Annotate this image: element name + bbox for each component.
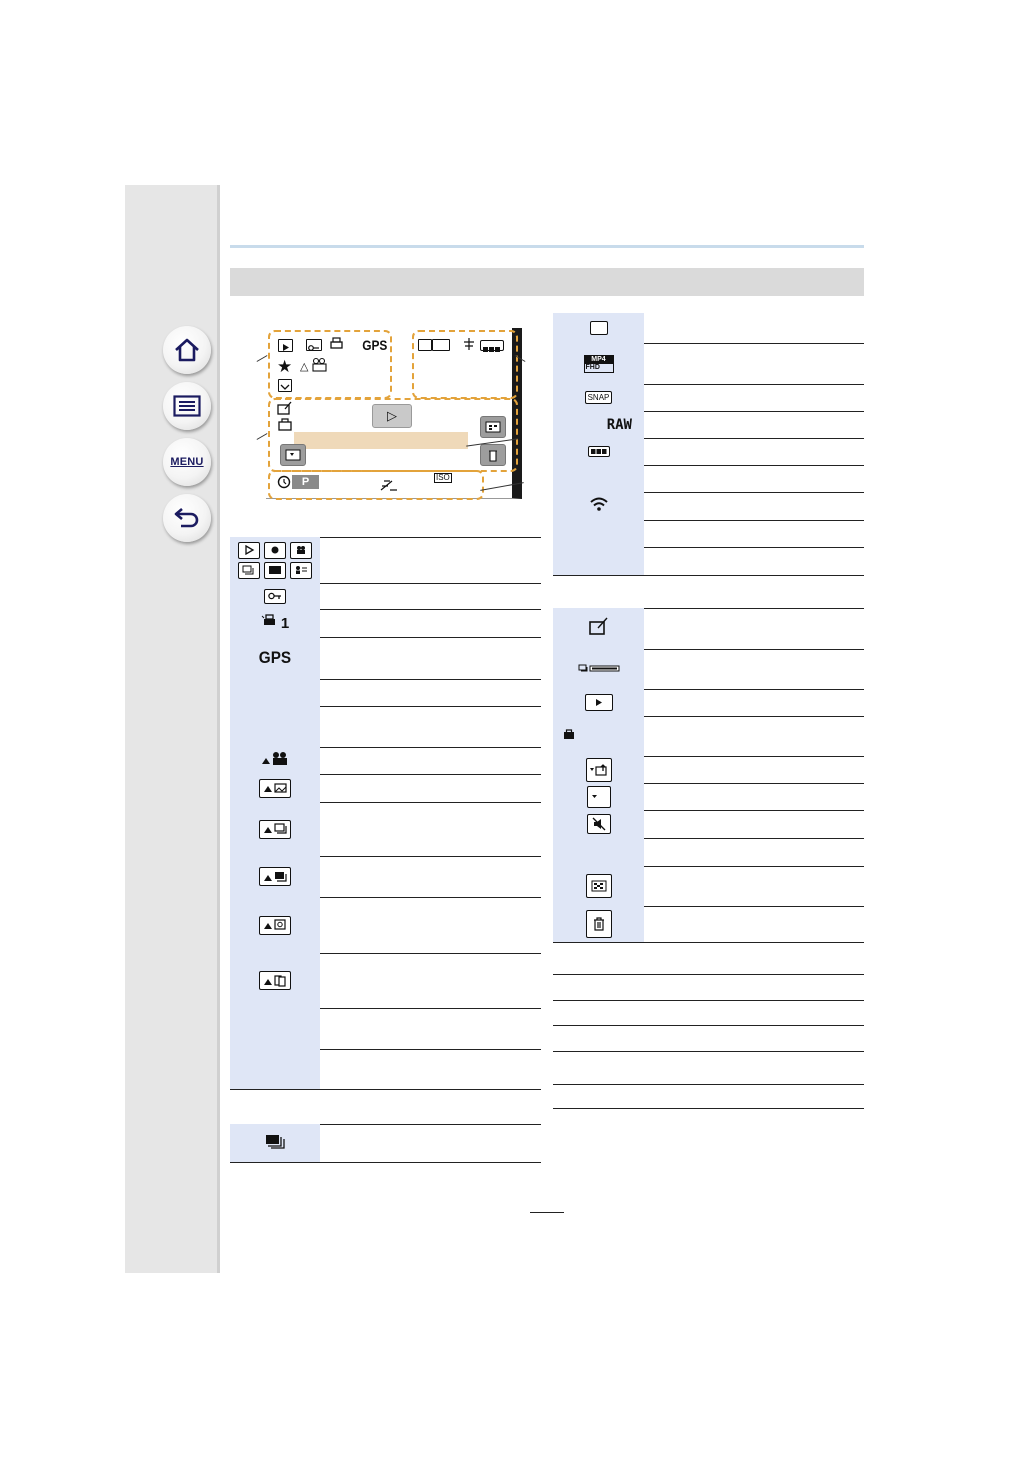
blank-square-icon <box>590 321 608 335</box>
blank-square-icon <box>432 339 450 351</box>
table-row <box>553 608 864 650</box>
trash-cell <box>553 906 644 942</box>
battery-icon <box>588 446 610 457</box>
sound-icon <box>462 337 476 356</box>
up-image-icon <box>259 779 291 798</box>
separator-save-icon <box>586 758 612 782</box>
section-header-bar <box>230 268 864 296</box>
wifi-icon <box>590 496 608 517</box>
mute-cell <box>553 810 644 838</box>
empty-icon-cell <box>230 1008 320 1049</box>
table-row <box>553 384 864 412</box>
raw-cell <box>553 411 644 438</box>
4k-photo-mode-icon <box>238 562 260 579</box>
gps-indicator: GPS <box>362 337 388 353</box>
post-focus-mode-icon <box>264 562 286 579</box>
table-row <box>553 649 864 690</box>
table-row <box>553 313 864 344</box>
gps-cell <box>230 637 320 679</box>
back-icon <box>173 506 201 530</box>
progress-bar-diagram <box>294 432 468 449</box>
up-focus-group-cell <box>230 897 320 953</box>
mosaic-icon <box>586 874 612 898</box>
table-row <box>553 974 864 1001</box>
mosaic-button-diagram <box>480 416 506 438</box>
play-mode-icon <box>238 542 260 559</box>
print-count-value: 1 <box>280 614 290 632</box>
table-row <box>230 897 541 954</box>
table-row <box>230 537 541 584</box>
table-row <box>230 774 541 803</box>
menu-label: MENU <box>170 456 204 468</box>
play-button-icon <box>585 694 613 711</box>
empty-icon-cell <box>230 1049 320 1089</box>
separator-button-diagram <box>280 444 306 466</box>
table-row <box>553 942 864 975</box>
table-row <box>553 411 864 439</box>
up-bracket-group-cell <box>230 953 320 1008</box>
table-row <box>230 583 541 610</box>
table-row <box>230 706 541 748</box>
table-row <box>553 1084 864 1109</box>
raw-text: RAW <box>606 416 632 433</box>
empty-icon-cell <box>230 679 320 706</box>
table-row <box>553 1025 864 1052</box>
table-row <box>553 906 864 943</box>
4k-burst-file-cell <box>230 1124 320 1162</box>
table-row <box>553 689 864 717</box>
snap-cell <box>553 384 644 411</box>
table-row <box>553 492 864 521</box>
table-row <box>230 802 541 857</box>
mp4-fhd-icon <box>584 355 614 373</box>
blank-square-cell <box>553 313 644 343</box>
wifi-cell <box>553 492 644 520</box>
progress-bar-cell <box>553 649 644 689</box>
battery-icon-diagram <box>480 340 504 351</box>
table-row <box>230 1089 541 1125</box>
up-bracket-group-icon <box>259 971 291 990</box>
table-row <box>553 575 864 609</box>
category-mode-icon <box>290 562 312 579</box>
up-image-cell <box>230 774 320 802</box>
table-row <box>230 637 541 680</box>
up-video-cell <box>230 747 320 774</box>
video-mode-icon <box>290 542 312 559</box>
up-focus-group-icon <box>259 916 291 935</box>
table-row <box>553 343 864 385</box>
tagged-image-icon <box>278 379 292 392</box>
empty-icon-cell <box>553 520 644 547</box>
table-row <box>553 1051 864 1085</box>
header-rule <box>230 245 864 248</box>
up-4k-group-cell <box>230 856 320 897</box>
fhd-label: FHD <box>585 363 600 371</box>
table-row <box>553 810 864 839</box>
print-count-icon <box>261 614 277 633</box>
exposure-compensation-icon <box>380 478 398 496</box>
table-row <box>230 679 541 707</box>
bag-icon <box>563 727 575 745</box>
playback-mode-cell <box>230 537 320 583</box>
table-row <box>553 866 864 907</box>
protect-key-icon <box>264 589 286 604</box>
table-row <box>553 1000 864 1026</box>
down-arrow-button-cell <box>553 783 644 810</box>
diagram-play-button: ▷ <box>372 404 412 428</box>
gps-text: GPS <box>258 648 292 667</box>
table-row <box>553 756 864 784</box>
empty-icon-cell <box>553 838 644 866</box>
video-group-icon <box>311 357 329 377</box>
table-row <box>553 783 864 811</box>
up-burst-group-cell <box>230 802 320 856</box>
menu-button[interactable] <box>163 438 211 486</box>
empty-icon-cell <box>553 465 644 492</box>
snap-icon: SNAP <box>585 391 613 404</box>
table-row <box>553 838 864 867</box>
table-row <box>230 609 541 638</box>
back-button[interactable] <box>163 494 211 542</box>
empty-icon-cell <box>230 706 320 747</box>
print-icon <box>328 337 344 356</box>
up-4k-group-icon <box>259 867 291 886</box>
table-row <box>553 716 864 757</box>
table-row <box>230 856 541 898</box>
up-video-icon <box>260 750 290 771</box>
left-icon-table <box>230 537 541 1163</box>
table-row <box>553 520 864 548</box>
table-of-contents-icon <box>173 395 201 417</box>
trash-icon <box>586 910 612 938</box>
table-row <box>553 465 864 493</box>
edit-title-icon <box>588 617 610 640</box>
table-of-contents-button[interactable] <box>163 382 211 430</box>
empty-icon-cell <box>553 547 644 575</box>
table-row <box>230 1049 541 1090</box>
table-row <box>230 953 541 1009</box>
progress-bar-icon <box>578 660 620 678</box>
right-icon-table <box>553 313 864 1113</box>
table-row <box>230 1124 541 1163</box>
mp4-label: MP4 <box>585 356 613 364</box>
edit-title-cell <box>553 608 644 649</box>
burst-file-icon <box>418 339 432 351</box>
separator-save-cell <box>553 756 644 783</box>
table-row <box>553 438 864 466</box>
playback-mode-icon <box>278 339 293 352</box>
bag-cell <box>553 716 644 756</box>
mp4-fhd-cell <box>553 343 644 384</box>
home-icon <box>173 337 201 363</box>
4k-burst-file-icon <box>264 1133 286 1154</box>
battery-cell <box>553 438 644 465</box>
iso-label: ISO <box>436 473 450 482</box>
mosaic-cell <box>553 866 644 906</box>
star-icon: ★ <box>277 357 293 376</box>
protect-cell <box>230 583 320 609</box>
recording-mode-badge: P <box>292 475 319 489</box>
bag-icon-diagram <box>278 418 292 436</box>
up-arrow-icon: △ <box>300 361 309 373</box>
table-row <box>230 1008 541 1050</box>
playback-screen-diagram <box>264 328 520 500</box>
play-button-cell <box>553 689 644 716</box>
table-row <box>553 547 864 576</box>
mute-icon <box>587 814 611 834</box>
protect-icon <box>306 339 322 351</box>
up-burst-group-icon <box>259 820 291 839</box>
page-number-underline <box>530 1212 564 1213</box>
home-button[interactable] <box>163 326 211 374</box>
print-set-cell <box>230 609 320 637</box>
still-image-mode-icon <box>264 542 286 559</box>
trash-button-diagram <box>480 444 506 466</box>
self-timer-icon <box>277 475 291 494</box>
table-row <box>230 747 541 775</box>
down-arrow-button-icon <box>587 786 611 808</box>
